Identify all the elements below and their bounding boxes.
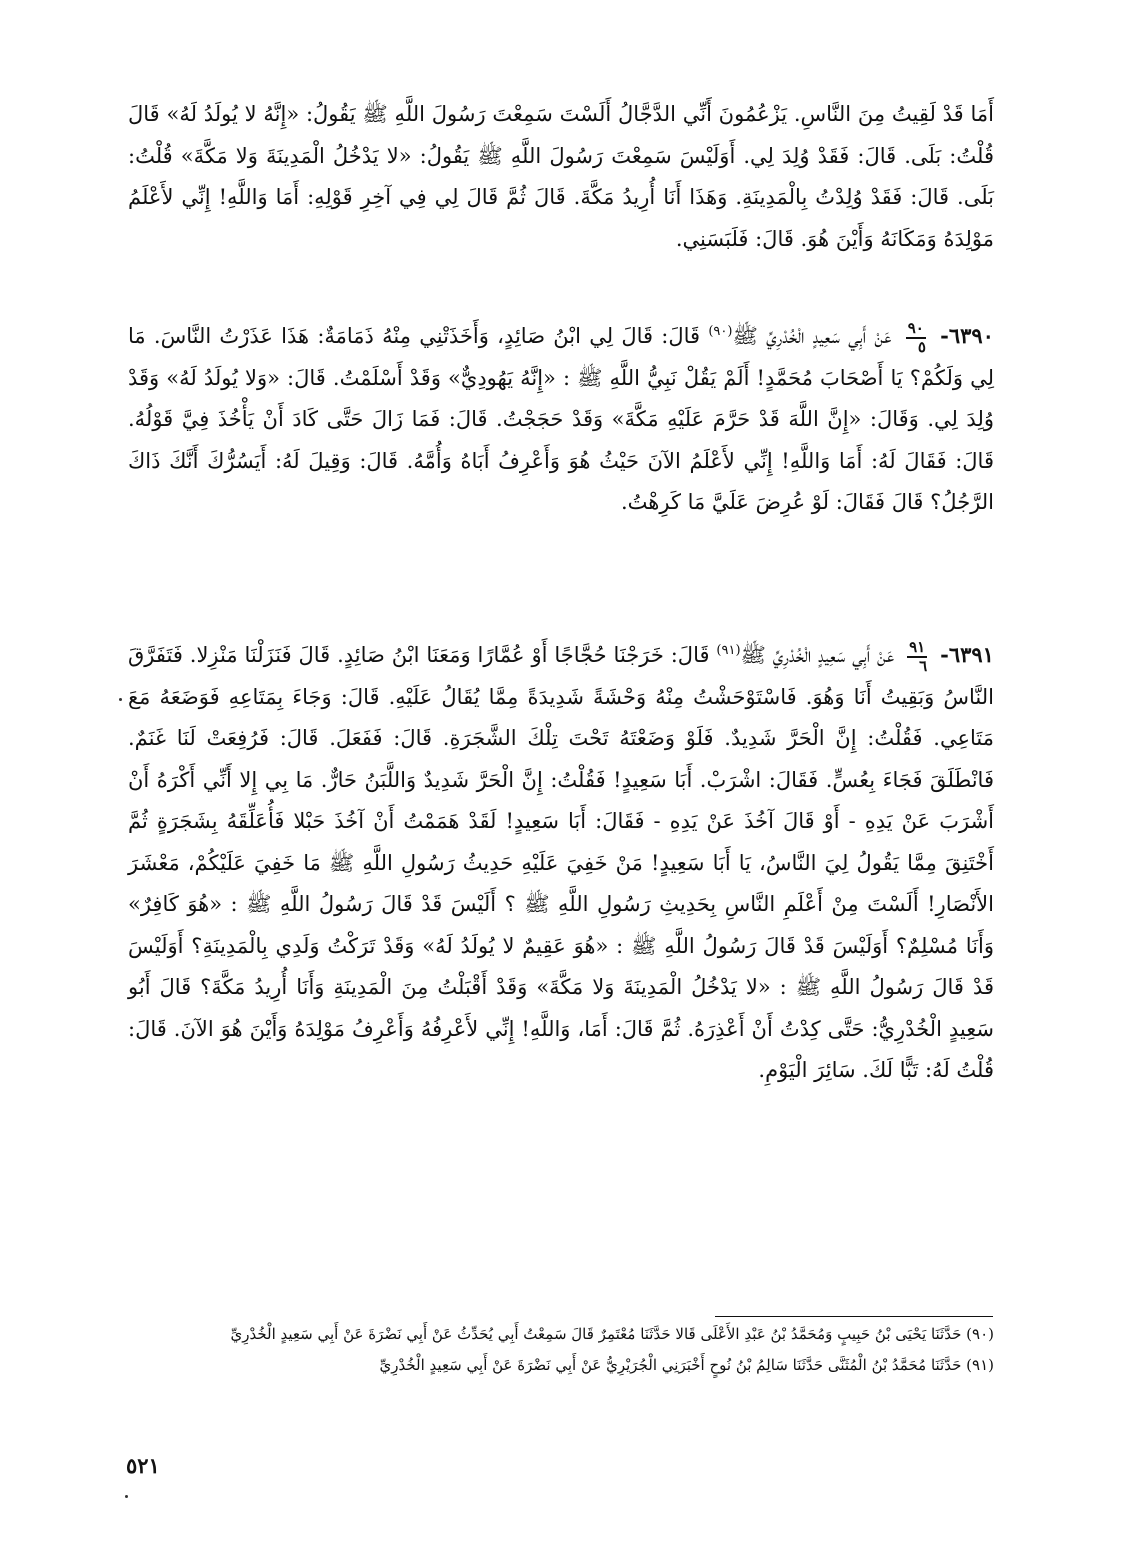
hadith-number: ٦٣٩٠-: [940, 323, 994, 348]
reference-top: ٩١: [909, 637, 926, 656]
hadith-number: ٦٣٩١-: [940, 642, 994, 667]
footnote-marker: (٩١): [966, 1356, 994, 1374]
footnote-divider: [715, 1316, 993, 1317]
footnotes: [128, 1322, 994, 1384]
page-number: ٥٢١: [126, 1453, 160, 1478]
reference-fraction: [907, 639, 927, 675]
footnote-item: [128, 1322, 994, 1347]
footnote-text: حَدَّثَنَا مُحَمَّدُ بْنُ الْمُثَنَّى حَدَّثَنَا سَالِمُ بْنُ نُوحٍ أَخْبَرَنِي الْجُرَيْرِيُّ عَنْ أَبِي نَضْرَةَ عَنْ أَبِي سَعِيدٍ الْخُدْرِيِّ: [379, 1356, 962, 1374]
hadith-text: قَالَ: قَالَ لِي ابْنُ صَائِدٍ، وَأَخَذَتْنِي مِنْهُ ذَمَامَةٌ: هَذَا عَذَرْتُ النَّاسَ. مَا لِي وَلَكُمْ؟ يَا أَصْحَابَ مُحَمَّدٍ! أَلَمْ يَقُلْ نَبِيُّ اللَّهِ ﷺ : «إِنَّهُ يَهُودِيٌّ» وَقَدْ أَسْلَمْتُ. قَالَ: «وَلا يُولَدُ لَهُ» وَقَدْ وُلِدَ لِي. وَقَالَ: «إِنَّ اللَّهَ قَدْ حَرَّمَ عَلَيْهِ مَكَّةَ» وَقَدْ حَجَجْتُ. قَالَ: فَمَا زَالَ حَتَّى كَادَ أَنْ يَأْخُذَ فِيَّ قَوْلُهُ. قَالَ: فَقَالَ لَهُ: أَمَا وَاللَّهِ! إِنِّي لأَعْلَمُ الآنَ حَيْثُ هُوَ وَأَعْرِفُ أَبَاهُ وَأُمَّهُ. قَالَ: وَقِيلَ لَهُ: أَيَسُرُّكَ أَنَّكَ ذَاكَ الرَّجُلُ؟ قَالَ فَقَالَ: لَوْ عُرِضَ عَلَيَّ مَا كَرِهْتُ.: [128, 324, 994, 514]
narrator: عَنْ أَبِي سَعِيدٍ الْخُدْرِيِّ ﷺ: [732, 324, 892, 348]
reference-bottom: ٥: [917, 337, 926, 356]
scan-speck: [125, 1495, 128, 1498]
reference-bottom: ٦: [919, 656, 928, 675]
reference-top: ٩٠: [907, 318, 924, 337]
footnote-item: [128, 1353, 994, 1378]
footnote-marker: (٩٠): [966, 1325, 994, 1343]
intro-paragraph: [128, 94, 994, 260]
hadith-text: قَالَ: خَرَجْنَا حُجَّاجًا أَوْ عُمَّارًا وَمَعَنَا ابْنُ صَائِدٍ. قَالَ فَنَزَلْنَا مَنْزِلا. فَتَفَرَّقَ النَّاسُ وَبَقِيتُ أَنَا وَهُوَ. فَاسْتَوْحَشْتُ مِنْهُ وَحْشَةً شَدِيدَةً مِمَّا يُقَالُ عَلَيْهِ. قَالَ: وَجَاءَ بِمَتَاعِهِ فَوَضَعَهُ مَعَ مَتَاعِي. فَقُلْتُ: إِنَّ الْحَرَّ شَدِيدٌ. فَلَوْ وَضَعْتَهُ تَحْتَ تِلْكَ الشَّجَرَةِ. قَالَ: فَفَعَلَ. قَالَ: فَرُفِعَتْ لَنَا غَنَمٌ. فَانْطَلَقَ فَجَاءَ بِعُسٍّ. فَقَالَ: اشْرَبْ. أَبَا سَعِيدٍ! فَقُلْتُ: إِنَّ الْحَرَّ شَدِيدٌ وَاللَّبَنُ حَارٌّ. مَا بِي إِلا أَنِّي أَكْرَهُ أَنْ أَشْرَبَ عَنْ يَدِهِ - أَوْ قَالَ آخُذَ عَنْ يَدِهِ - فَقَالَ: أَبَا سَعِيدٍ! لَقَدْ هَمَمْتُ أَنْ آخُذَ حَبْلا فَأُعَلِّقَهُ بِشَجَرَةٍ ثُمَّ أَخْتَنِقَ مِمَّا يَقُولُ لِيَ النَّاسُ، يَا أَبَا سَعِيدٍ! مَنْ خَفِيَ عَلَيْهِ حَدِيثُ رَسُولِ اللَّهِ ﷺ مَا خَفِيَ عَلَيْكُمْ، مَعْشَرَ الأَنْصَارِ! أَلَسْتَ مِنْ أَعْلَمِ النَّاسِ بِحَدِيثِ رَسُولِ اللَّهِ ﷺ ؟ أَلَيْسَ قَدْ قَالَ رَسُولُ اللَّهِ ﷺ : «هُوَ كَافِرٌ» وَأَنَا مُسْلِمٌ؟ أَوَلَيْسَ قَدْ قَالَ رَسُولُ اللَّهِ ﷺ : «هُوَ عَقِيمٌ لا يُولَدُ لَهُ» وَقَدْ تَرَكْتُ وَلَدِي بِالْمَدِينَةِ؟ أَوَلَيْسَ قَدْ قَالَ رَسُولُ اللَّهِ ﷺ : «لا يَدْخُلُ الْمَدِينَةَ وَلا مَكَّةَ» وَقَدْ أَقْبَلْتُ مِنَ الْمَدِينَةِ وَأَنَا أُرِيدُ مَكَّةَ؟ قَالَ أَبُو سَعِيدٍ الْخُدْرِيُّ: حَتَّى كِدْتُ أَنْ أَعْذِرَهُ. ثُمَّ قَالَ: أَمَا، وَاللَّهِ! إِنِّي لأَعْرِفُهُ وَأَعْرِفُ مَوْلِدَهُ وَأَيْنَ هُوَ الآنَ. قَالَ: قُلْتُ لَهُ: تَبًّا لَكَ. سَائِرَ الْيَوْمِ.: [128, 643, 994, 1082]
footnote-reference: (٩١): [716, 643, 741, 658]
hadith-6390: [128, 315, 994, 524]
footnote-reference: (٩٠): [708, 324, 733, 339]
hadith-6391: [128, 634, 994, 1092]
reference-fraction: [906, 320, 926, 356]
scan-speck: [119, 698, 122, 701]
narrator: عَنْ أَبِي سَعِيدٍ الْخُدْرِيِّ ﷺ: [740, 643, 895, 667]
intro-text: أَمَا قَدْ لَقِيتُ مِنَ النَّاسِ. يَزْعُمُونَ أَنِّي الدَّجَّالُ أَلَسْتَ سَمِعْتَ رَسُولَ اللَّهِ ﷺ يَقُولُ: «إِنَّهُ لا يُولَدُ لَهُ» قَالَ قُلْتُ: بَلَى. قَالَ: فَقَدْ وُلِدَ لِي. أَوَلَيْسَ سَمِعْتَ رَسُولَ اللَّهِ ﷺ يَقُولُ: «لا يَدْخُلُ الْمَدِينَةَ وَلا مَكَّةَ» قُلْتُ: بَلَى. قَالَ: فَقَدْ وُلِدْتُ بِالْمَدِينَةِ. وَهَذَا أَنَا أُرِيدُ مَكَّةَ. قَالَ ثُمَّ قَالَ لِي فِي آخِرِ قَوْلِهِ: أَمَا وَاللَّهِ! إِنِّي لأَعْلَمُ مَوْلِدَهُ وَمَكَانَهُ وَأَيْنَ هُوَ. قَالَ: فَلَبَسَنِي.: [128, 102, 994, 251]
footnote-text: حَدَّثَنَا يَحْيَى بْنُ حَبِيبٍ وَمُحَمَّدُ بْنُ عَبْدِ الأَعْلَى قَالا حَدَّثَنَا مُعْتَمِرٌ قَالَ سَمِعْتُ أَبِي يُحَدِّثُ عَنْ أَبِي نَضْرَةَ عَنْ أَبِي سَعِيدٍ الْخُدْرِيِّ: [230, 1325, 962, 1343]
